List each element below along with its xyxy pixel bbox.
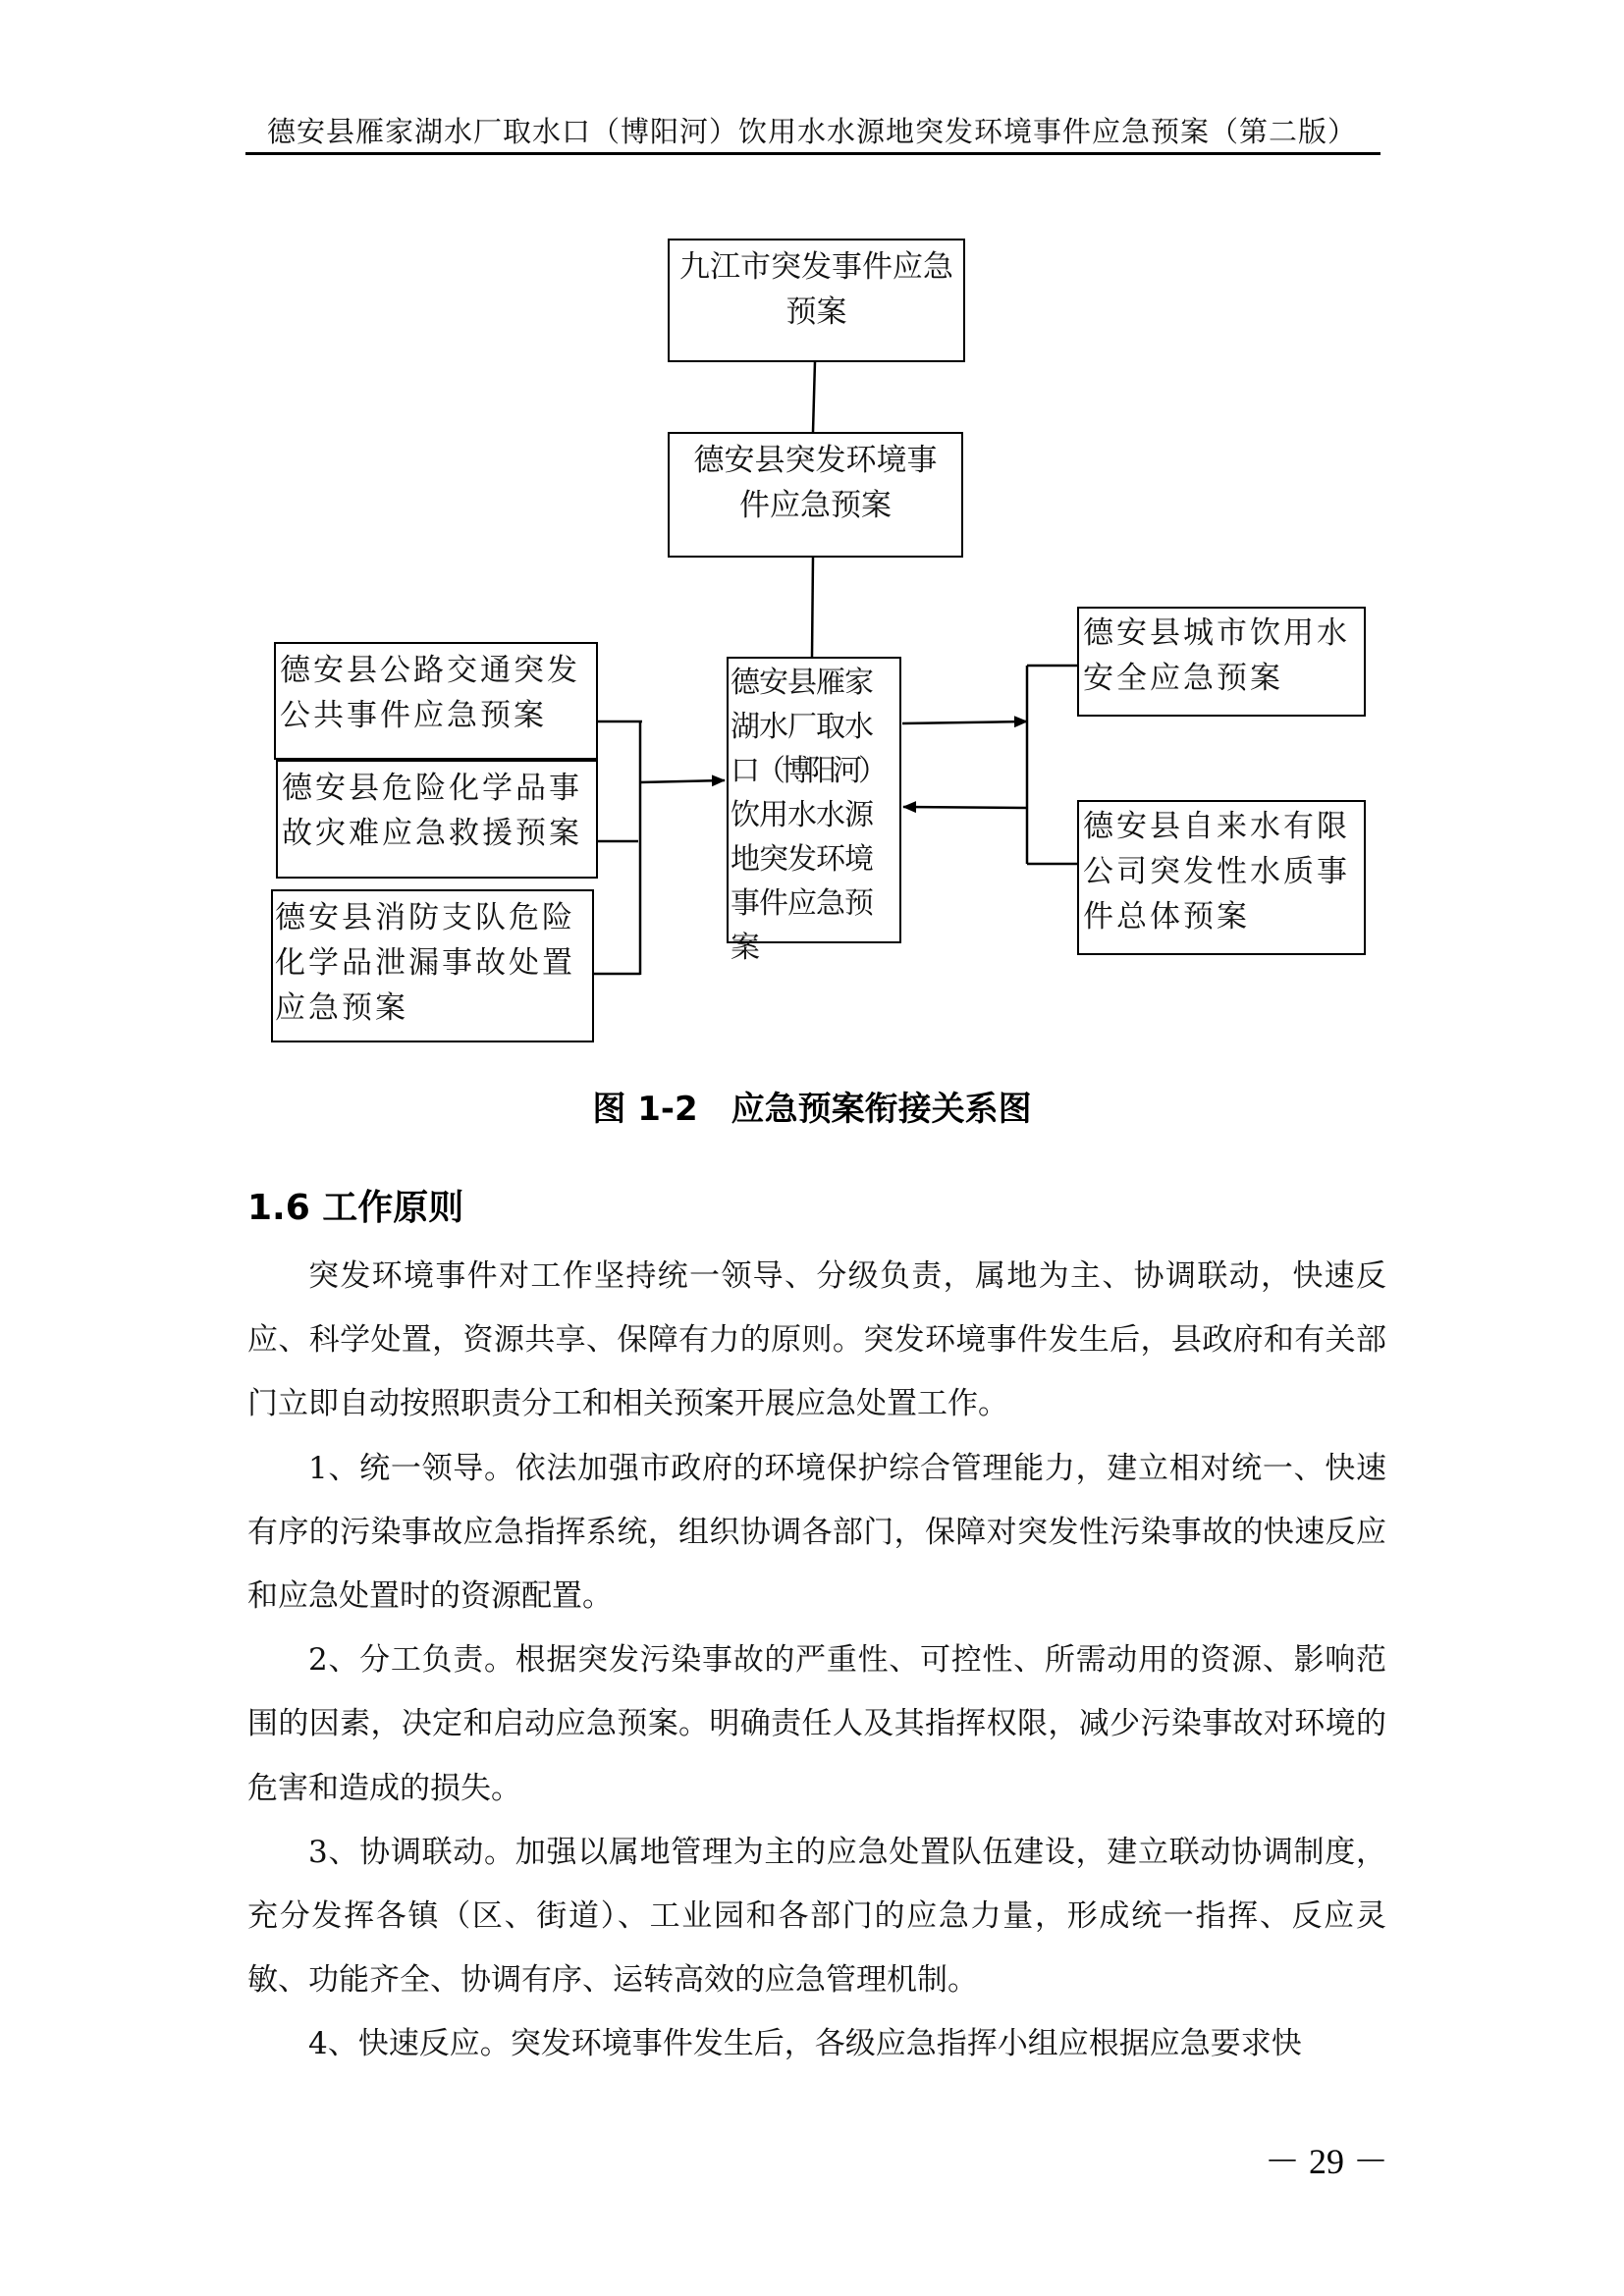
- connector-dean-to-center: [812, 557, 813, 657]
- paragraph: 2、分工负责。根据突发污染事故的严重性、可控性、所需动用的资源、影响范围的因素，决定和启动应急预案。明确责任人及其指挥权限，减少污染事故对环境的危害和造成的损失。: [247, 1642, 1386, 1806]
- box-line: 件总体预案: [1083, 899, 1250, 934]
- paragraph: 突发环境事件对工作坚持统一领导、分级负责，属地为主、协调联动，快速反应、科学处置，资源共享、保障有力的原则。突发环境事件发生后，县政府和有关部门立即自动按照职责分工和相关预案开展应急处置工作。: [247, 1258, 1386, 1422]
- box-line: 安全应急预案: [1083, 661, 1283, 696]
- box-line: 公共事件应急预案: [280, 698, 547, 733]
- box-line: 应急预案: [275, 990, 408, 1026]
- box-line: 地突发环境: [731, 842, 873, 877]
- box-line: 湖水厂取水: [731, 710, 873, 744]
- box-line: 故灾难应急救援预案: [282, 816, 582, 851]
- box-dean-environment-plan: [668, 432, 963, 558]
- box-line: 口（博阳河）: [731, 754, 884, 788]
- box-line: 德安县消防支队危险: [275, 900, 575, 935]
- arrow-left-to-center: [640, 780, 725, 782]
- paragraph: 1、统一领导。依法加强市政府的环境保护综合管理能力，建立相对统一、快速有序的污染事故应急指挥系统，组织协调各部门，保障对突发性污染事故的快速反应和应急处置时的资源配置。: [247, 1450, 1386, 1615]
- box-line: 德安县雁家: [731, 666, 873, 700]
- box-city-drinking-water-plan: [1077, 607, 1366, 717]
- box-line: 预案: [785, 294, 847, 330]
- figure-title: 应急预案衔接关系图: [731, 1090, 1032, 1129]
- paragraph: 4、快速反应。突发环境事件发生后，各级应急指挥小组应根据应急要求快: [308, 2026, 1302, 2062]
- arrow-right-to-center: [903, 807, 1027, 808]
- box-line: 德安县公路交通突发: [280, 653, 580, 688]
- box-line: 公司突发性水质事: [1083, 854, 1350, 889]
- section-body: [247, 1245, 1386, 2077]
- figure-caption: [0, 1082, 1624, 1130]
- page-number: － 29 －: [1264, 2142, 1388, 2181]
- box-traffic-emergency-plan: [274, 642, 598, 760]
- box-line: 案: [731, 931, 759, 965]
- box-hazchem-accident-plan: [276, 760, 598, 879]
- box-line: 化学品泄漏事故处置: [275, 945, 575, 981]
- box-fire-brigade-hazchem-plan: [271, 889, 594, 1042]
- box-line: 件应急预案: [739, 488, 892, 523]
- section-heading: 1.6 工作原则: [247, 1188, 464, 1228]
- box-line: 饮用水水源: [731, 798, 873, 832]
- box-line: 德安县自来水有限: [1083, 809, 1350, 844]
- box-line: 德安县危险化学品事: [282, 771, 582, 806]
- running-header: 德安县雁家湖水厂取水口（博阳河）饮用水水源地突发环境事件应急预案（第二版）: [266, 115, 1357, 148]
- box-water-company-plan: [1077, 800, 1366, 955]
- box-line: 事件应急预: [731, 886, 873, 921]
- box-line: 德安县城市饮用水: [1083, 615, 1350, 651]
- box-line: 九江市突发事件应急: [679, 249, 953, 285]
- box-jiujiang-plan: [668, 239, 965, 362]
- box-center-water-source-plan: [727, 657, 901, 965]
- figure-number: 图 1-2: [592, 1090, 698, 1129]
- arrow-center-to-right: [902, 721, 1027, 723]
- paragraph: 3、协调联动。加强以属地管理为主的应急处置队伍建设，建立联动协调制度，充分发挥各镇（区、街道）、工业园和各部门的应急力量，形成统一指挥、反应灵敏、功能齐全、协调有序、运转高效的应急管理机制。: [247, 1834, 1386, 1999]
- connector-jiujiang-to-dean: [813, 361, 815, 432]
- box-line: 德安县突发环境事: [693, 443, 938, 478]
